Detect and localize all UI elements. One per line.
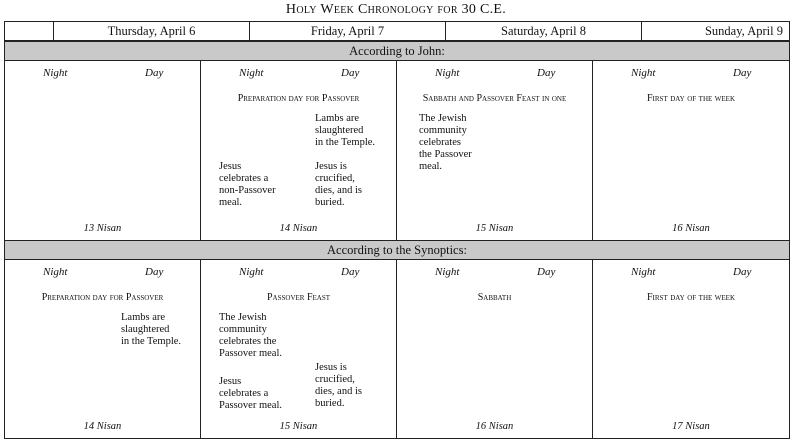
night-label: Night	[435, 266, 460, 278]
day-title: Sabbath	[477, 292, 512, 303]
header-saturday: Saturday, April 8	[446, 22, 642, 41]
synoptics-cell-sunday	[593, 260, 789, 438]
header-sunday: Sunday, April 9	[642, 22, 789, 41]
nisan-date: 16 Nisan	[475, 421, 514, 432]
day-title: Passover Feast	[266, 292, 331, 303]
header-thursday: Thursday, April 6	[54, 22, 250, 41]
day-label: Day	[341, 67, 360, 79]
nisan-date: 14 Nisan	[279, 223, 318, 234]
night-text: The Jewish community celebrates the Passover meal.	[219, 312, 282, 359]
night-label: Night	[631, 67, 656, 79]
synoptics-cell-thursday	[5, 260, 201, 438]
day-title: First day of the week	[646, 93, 736, 104]
synoptics-cell-saturday	[397, 260, 593, 438]
header-blank-cell	[5, 22, 54, 41]
nisan-date: 16 Nisan	[672, 223, 710, 234]
day-label: Day	[733, 266, 752, 278]
day-title: Sabbath and Passover Feast in one	[422, 93, 567, 104]
day-label: Day	[145, 67, 164, 79]
day-label: Day	[537, 67, 556, 79]
day-text-2: Jesus is crucified, dies, and is buried.	[315, 161, 362, 208]
john-cell-friday	[201, 61, 397, 240]
synoptics-cell-friday	[201, 260, 397, 438]
night-text: The Jewish community celebrates the Passover meal.	[419, 113, 472, 172]
john-cell-saturday	[397, 61, 593, 240]
day-text: Lambs are slaughtered in the Temple.	[121, 312, 182, 347]
day-title: Preparation day for Passover	[41, 292, 164, 303]
chronology-table	[4, 21, 790, 439]
day-title: Preparation day for Passover	[237, 93, 360, 104]
night-label: Night	[43, 266, 68, 278]
nisan-date: 14 Nisan	[83, 421, 122, 432]
header-friday: Friday, April 7	[250, 22, 446, 41]
day-label: Day	[537, 266, 556, 278]
john-cell-sunday	[593, 61, 789, 240]
night-text: Jesus celebrates a non-Passover meal.	[219, 161, 276, 208]
synoptics-band: According to the Synoptics:	[5, 240, 789, 260]
nisan-date: 15 Nisan	[279, 421, 318, 432]
night-text-2: Jesus celebrates a Passover meal.	[219, 376, 282, 411]
john-cell-thursday	[5, 61, 201, 240]
night-label: Night	[239, 67, 264, 79]
night-label: Night	[631, 266, 656, 278]
day-label: Day	[733, 67, 752, 79]
day-title: First day of the week	[646, 292, 736, 303]
day-label: Day	[341, 266, 360, 278]
day-text: Jesus is crucified, dies, and is buried.	[315, 362, 362, 409]
nisan-date: 17 Nisan	[672, 421, 710, 432]
john-band: According to John:	[5, 41, 789, 61]
night-label: Night	[43, 67, 68, 79]
day-label: Day	[145, 266, 164, 278]
night-label: Night	[435, 67, 460, 79]
day-text: Lambs are slaughtered in the Temple.	[315, 113, 376, 148]
nisan-date: 15 Nisan	[475, 223, 514, 234]
nisan-date: 13 Nisan	[83, 223, 122, 234]
night-label: Night	[239, 266, 264, 278]
page-title: Holy Week Chronology for 30 C.E.	[285, 2, 507, 17]
